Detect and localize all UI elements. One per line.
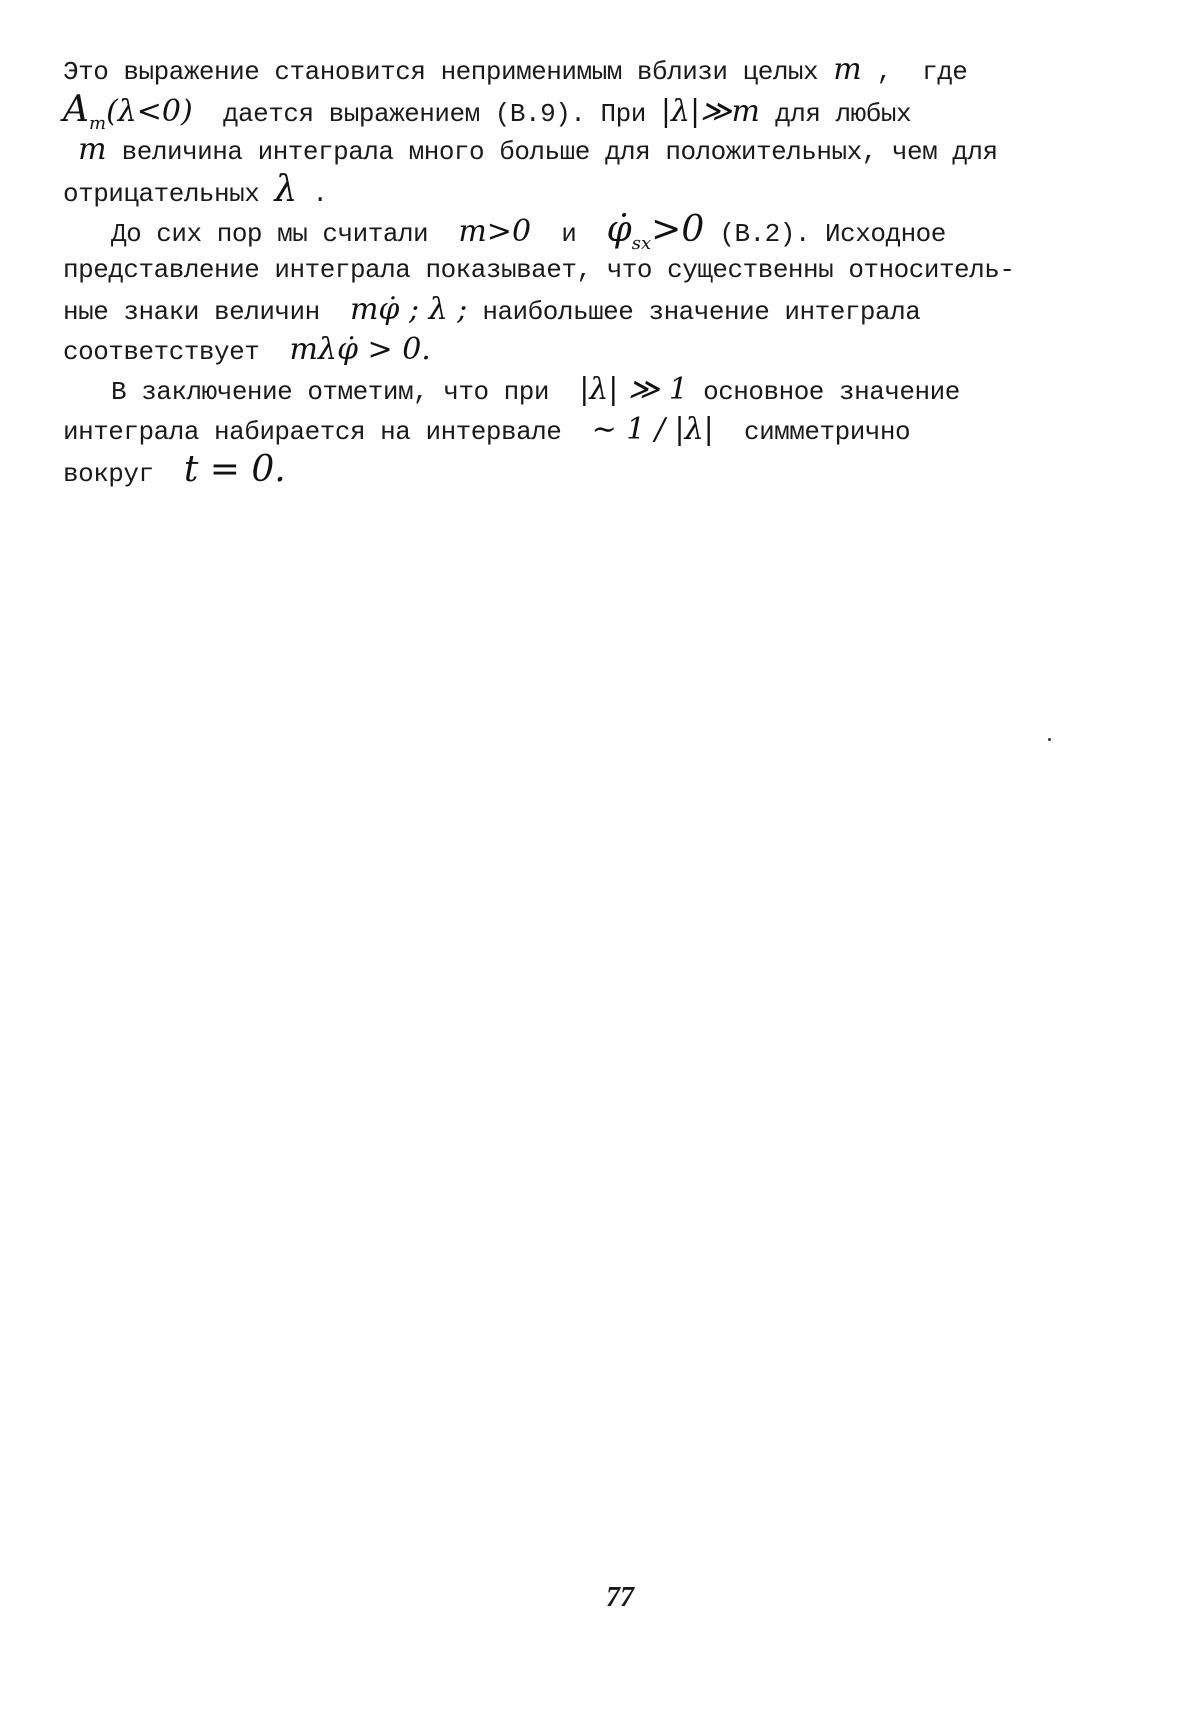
text-span: соответствует — [63, 337, 290, 367]
page-number: 77 — [606, 1582, 634, 1613]
body-text — [63, 50, 1103, 490]
text-line — [63, 89, 1103, 135]
paragraph-2 — [63, 210, 1103, 370]
text-span: До сих пор мы считали — [111, 219, 459, 249]
math-phi-expression — [606, 209, 705, 255]
text-span: (В.2). Исходное — [704, 219, 946, 249]
text-line — [63, 290, 1103, 330]
math-condition: (λ<0) — [106, 94, 193, 129]
text-span: представление интеграла показывает, что существенны относитель- — [63, 255, 1015, 285]
scan-speck — [1048, 738, 1051, 741]
text-span: вокруг — [63, 459, 184, 489]
text-span: интеграла набирается на интервале — [63, 417, 592, 447]
text-span: . — [297, 179, 328, 209]
math-expression: |λ|≫m — [660, 94, 761, 129]
math-symbol: m — [78, 132, 107, 167]
text-line — [63, 209, 1103, 255]
math-expression: m>0 — [458, 214, 532, 249]
text-span: ные знаки величин — [63, 297, 350, 327]
text-span: отрицательных — [63, 179, 275, 209]
text-line — [63, 330, 1103, 370]
paragraph-3 — [63, 370, 1103, 490]
math-expression: t = 0. — [183, 449, 286, 490]
text-span: симметрично — [713, 417, 911, 447]
math-symbol: φ̇ — [606, 209, 632, 250]
text-span: дается выражением (В.9). При — [192, 99, 661, 129]
text-line — [63, 370, 1103, 410]
text-line — [63, 250, 1103, 290]
text-line — [63, 450, 1103, 490]
math-expression: mλφ̇ > 0. — [289, 332, 431, 367]
math-expression: |λ| ≫ 1 — [579, 372, 688, 407]
math-symbol: m — [833, 52, 862, 87]
text-line — [63, 410, 1103, 450]
text-span: и — [531, 219, 607, 249]
text-span: для любых — [760, 99, 912, 129]
text-line — [63, 170, 1103, 210]
text-line — [63, 130, 1103, 170]
text-span: , где — [861, 57, 968, 87]
text-span: наибольшее значение интеграла — [467, 297, 921, 327]
math-expression: mφ̇ ; λ ; — [349, 292, 468, 327]
text-span: основное значение — [687, 377, 960, 407]
math-symbol: A — [63, 89, 89, 130]
math-symbol: λ — [274, 169, 298, 210]
math-subscript: sx — [631, 233, 652, 255]
paragraph-1 — [63, 50, 1103, 210]
text-span: Это выражение становится неприменимым вблизи целых — [63, 57, 834, 87]
math-amplitude — [63, 89, 107, 135]
math-subscript: m — [89, 113, 107, 135]
text-span: В заключение отметим, что при — [111, 377, 580, 407]
math-expression: ∼ 1 / |λ| — [591, 412, 714, 447]
math-symbol: >0 — [651, 209, 705, 250]
text-line — [63, 50, 1103, 90]
text-span: величина интеграла много больше для положительных, чем для — [106, 137, 998, 167]
